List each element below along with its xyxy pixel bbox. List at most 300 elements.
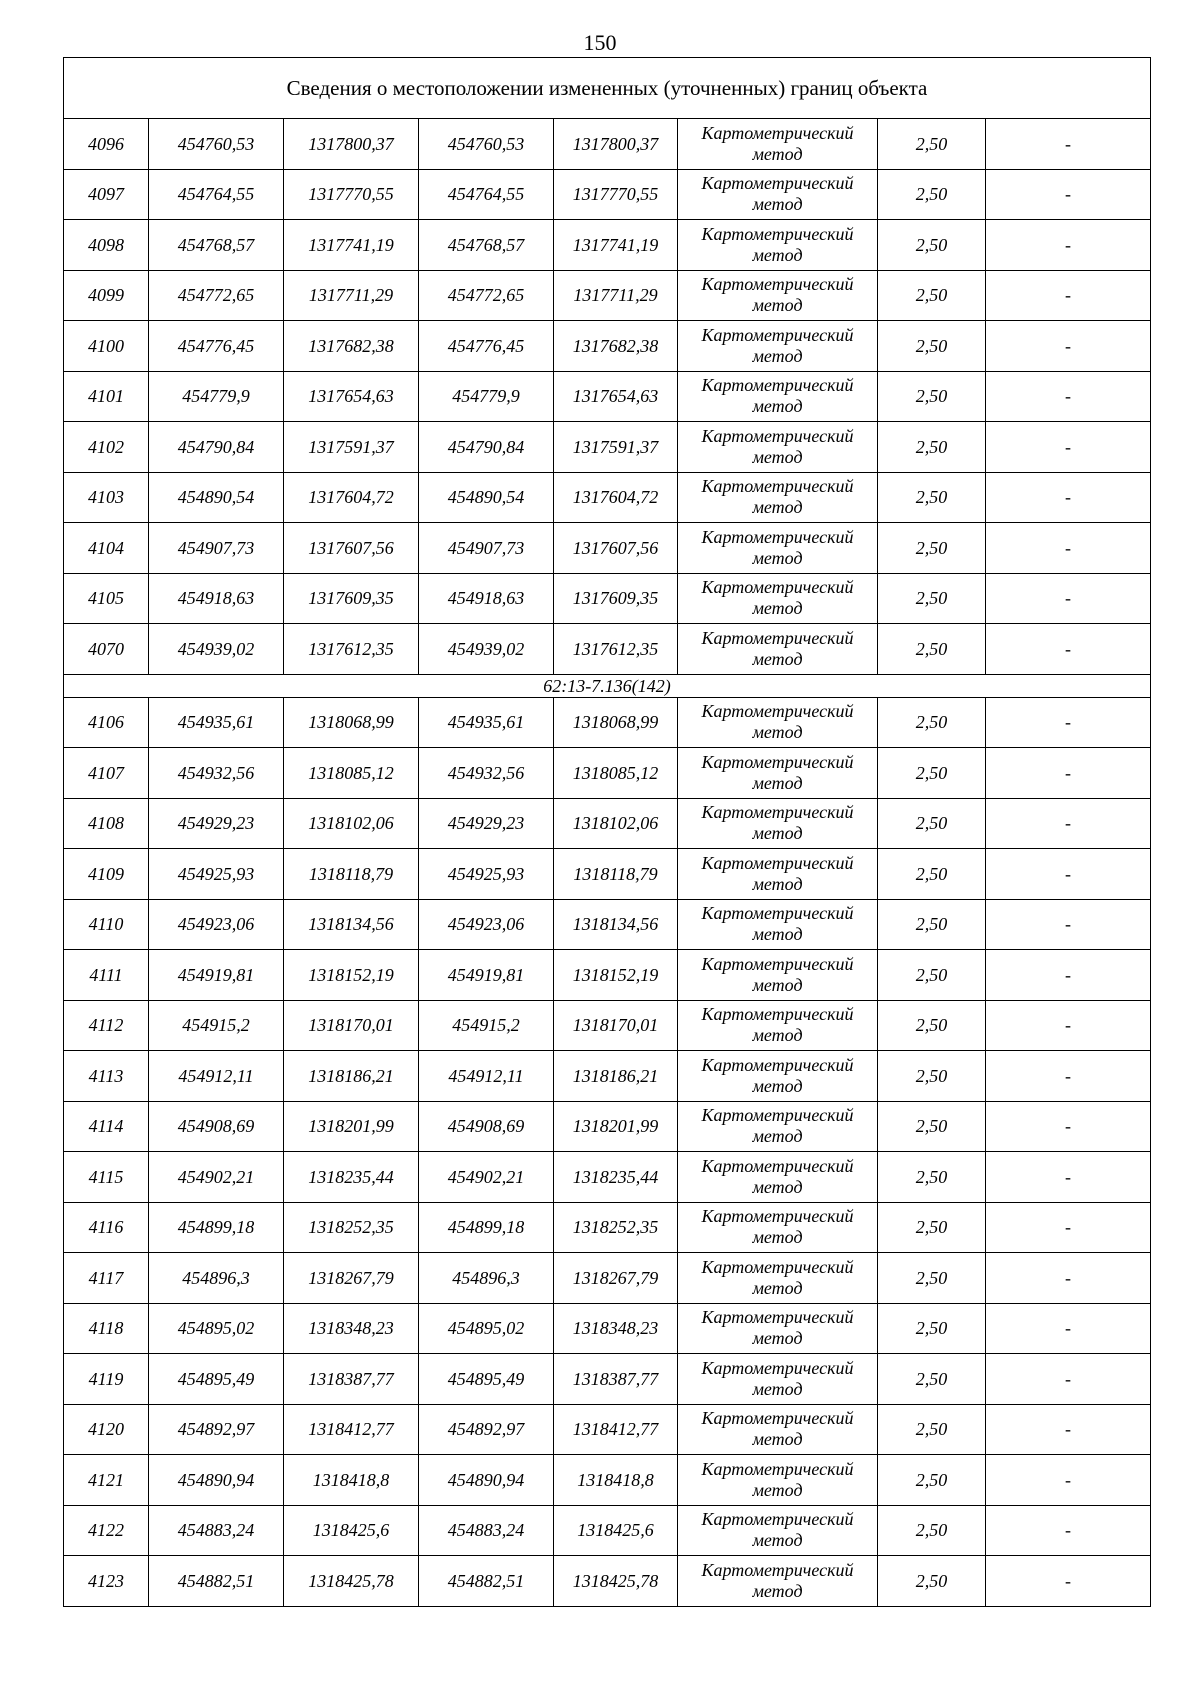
description-cell: -: [986, 1101, 1151, 1152]
point-number-cell: 4102: [64, 422, 149, 473]
point-number-cell: 4113: [64, 1051, 149, 1102]
accuracy-cell: 2,50: [878, 220, 986, 271]
method-word-line: метод: [752, 823, 803, 844]
point-number-cell: 4103: [64, 472, 149, 523]
method-word-line: метод: [752, 497, 803, 518]
existing-x-cell: 454790,84: [149, 422, 284, 473]
point-number-cell: 4114: [64, 1101, 149, 1152]
refined-x-cell: 454760,53: [419, 119, 554, 170]
existing-x-cell: 454902,21: [149, 1152, 284, 1203]
method-cell: [678, 1455, 878, 1506]
table-row: [64, 523, 1151, 574]
table-row: [64, 1101, 1151, 1152]
description-cell: -: [986, 950, 1151, 1001]
accuracy-cell: 2,50: [878, 1253, 986, 1304]
table-row: [64, 1051, 1151, 1102]
existing-x-cell: 454890,54: [149, 472, 284, 523]
existing-y-cell: 1317800,37: [284, 119, 419, 170]
method-name-line: Картометрический: [701, 324, 854, 345]
point-number-cell: 4120: [64, 1404, 149, 1455]
refined-x-cell: 454895,49: [419, 1354, 554, 1405]
accuracy-cell: 2,50: [878, 697, 986, 748]
point-number-cell: 4100: [64, 321, 149, 372]
existing-x-cell: 454890,94: [149, 1455, 284, 1506]
existing-y-cell: 1318387,77: [284, 1354, 419, 1405]
existing-x-cell: 454895,02: [149, 1303, 284, 1354]
method-cell: [678, 1354, 878, 1405]
refined-x-cell: 454923,06: [419, 899, 554, 950]
method-cell: [678, 1152, 878, 1203]
existing-y-cell: 1317612,35: [284, 624, 419, 675]
existing-x-cell: 454925,93: [149, 849, 284, 900]
point-number-cell: 4107: [64, 748, 149, 799]
point-number-cell: 4122: [64, 1505, 149, 1556]
table-row: [64, 697, 1151, 748]
existing-x-cell: 454883,24: [149, 1505, 284, 1556]
refined-x-cell: 454772,65: [419, 270, 554, 321]
point-number-cell: 4098: [64, 220, 149, 271]
accuracy-cell: 2,50: [878, 1202, 986, 1253]
refined-y-cell: 1317711,29: [554, 270, 678, 321]
point-number-cell: 4110: [64, 899, 149, 950]
accuracy-cell: 2,50: [878, 1000, 986, 1051]
refined-x-cell: 454907,73: [419, 523, 554, 574]
refined-x-cell: 454915,2: [419, 1000, 554, 1051]
accuracy-cell: 2,50: [878, 422, 986, 473]
method-word-line: метод: [752, 446, 803, 467]
method-name-line: Картометрический: [701, 1458, 854, 1479]
accuracy-cell: 2,50: [878, 1152, 986, 1203]
refined-y-cell: 1317604,72: [554, 472, 678, 523]
method-name-line: Картометрический: [701, 1559, 854, 1580]
refined-x-cell: 454790,84: [419, 422, 554, 473]
existing-y-cell: 1318235,44: [284, 1152, 419, 1203]
refined-x-cell: 454890,94: [419, 1455, 554, 1506]
description-cell: -: [986, 1000, 1151, 1051]
description-cell: -: [986, 697, 1151, 748]
table-row: [64, 1202, 1151, 1253]
point-number-cell: 4101: [64, 371, 149, 422]
table-row: [64, 169, 1151, 220]
table-row: [64, 899, 1151, 950]
table-row: [64, 1556, 1151, 1607]
description-cell: -: [986, 270, 1151, 321]
method-word-line: метод: [752, 1025, 803, 1046]
existing-y-cell: 1318170,01: [284, 1000, 419, 1051]
accuracy-cell: 2,50: [878, 573, 986, 624]
refined-x-cell: 454902,21: [419, 1152, 554, 1203]
method-cell: [678, 697, 878, 748]
point-number-cell: 4117: [64, 1253, 149, 1304]
refined-y-cell: 1318252,35: [554, 1202, 678, 1253]
existing-x-cell: 454919,81: [149, 950, 284, 1001]
refined-x-cell: 454932,56: [419, 748, 554, 799]
method-cell: [678, 624, 878, 675]
method-word-line: метод: [752, 1126, 803, 1147]
accuracy-cell: 2,50: [878, 270, 986, 321]
method-cell: [678, 1253, 878, 1304]
refined-y-cell: 1318235,44: [554, 1152, 678, 1203]
refined-y-cell: 1318118,79: [554, 849, 678, 900]
description-cell: -: [986, 220, 1151, 271]
description-cell: -: [986, 1152, 1151, 1203]
method-name-line: Картометрический: [701, 1004, 854, 1025]
method-name-line: Картометрический: [701, 903, 854, 924]
refined-x-cell: 454919,81: [419, 950, 554, 1001]
refined-x-cell: 454918,63: [419, 573, 554, 624]
existing-x-cell: 454907,73: [149, 523, 284, 574]
refined-y-cell: 1317682,38: [554, 321, 678, 372]
description-cell: -: [986, 573, 1151, 624]
existing-x-cell: 454935,61: [149, 697, 284, 748]
method-cell: [678, 1303, 878, 1354]
description-cell: -: [986, 472, 1151, 523]
existing-y-cell: 1317711,29: [284, 270, 419, 321]
point-number-cell: 4121: [64, 1455, 149, 1506]
existing-y-cell: 1317607,56: [284, 523, 419, 574]
refined-x-cell: 454912,11: [419, 1051, 554, 1102]
point-number-cell: 4106: [64, 697, 149, 748]
refined-y-cell: 1317741,19: [554, 220, 678, 271]
method-word-line: метод: [752, 1429, 803, 1450]
method-word-line: метод: [752, 1277, 803, 1298]
refined-y-cell: 1318152,19: [554, 950, 678, 1001]
refined-y-cell: 1318418,8: [554, 1455, 678, 1506]
refined-y-cell: 1318186,21: [554, 1051, 678, 1102]
method-name-line: Картометрический: [701, 1408, 854, 1429]
table-title: Сведения о местоположении измененных (уточненных) границ объекта: [64, 58, 1151, 119]
method-name-line: Картометрический: [701, 701, 854, 722]
method-name-line: Картометрический: [701, 852, 854, 873]
accuracy-cell: 2,50: [878, 119, 986, 170]
table-row: [64, 1404, 1151, 1455]
method-name-line: Картометрический: [701, 122, 854, 143]
table-row: [64, 472, 1151, 523]
description-cell: -: [986, 1303, 1151, 1354]
refined-y-cell: 1317654,63: [554, 371, 678, 422]
method-name-line: Картометрический: [701, 173, 854, 194]
method-name-line: Картометрический: [701, 1509, 854, 1530]
accuracy-cell: 2,50: [878, 1455, 986, 1506]
existing-y-cell: 1318068,99: [284, 697, 419, 748]
existing-x-cell: 454764,55: [149, 169, 284, 220]
table-body: [64, 58, 1151, 1607]
method-cell: [678, 849, 878, 900]
accuracy-cell: 2,50: [878, 748, 986, 799]
section-cadastral-number: 62:13-7.136(142): [64, 674, 1151, 697]
point-number-cell: 4111: [64, 950, 149, 1001]
table-row: [64, 1303, 1151, 1354]
point-number-cell: 4109: [64, 849, 149, 900]
accuracy-cell: 2,50: [878, 1556, 986, 1607]
table-row: [64, 1000, 1151, 1051]
method-name-line: Картометрический: [701, 802, 854, 823]
refined-x-cell: 454896,3: [419, 1253, 554, 1304]
description-cell: -: [986, 1253, 1151, 1304]
method-cell: [678, 220, 878, 271]
refined-y-cell: 1317607,56: [554, 523, 678, 574]
point-number-cell: 4108: [64, 798, 149, 849]
method-word-line: метод: [752, 598, 803, 619]
method-name-line: Картометрический: [701, 425, 854, 446]
existing-y-cell: 1318201,99: [284, 1101, 419, 1152]
existing-x-cell: 454882,51: [149, 1556, 284, 1607]
refined-x-cell: 454776,45: [419, 321, 554, 372]
method-cell: [678, 1505, 878, 1556]
method-word-line: метод: [752, 547, 803, 568]
method-name-line: Картометрический: [701, 223, 854, 244]
method-cell: [678, 321, 878, 372]
table-row: [64, 748, 1151, 799]
accuracy-cell: 2,50: [878, 849, 986, 900]
refined-y-cell: 1317800,37: [554, 119, 678, 170]
existing-x-cell: 454912,11: [149, 1051, 284, 1102]
point-number-cell: 4105: [64, 573, 149, 624]
description-cell: -: [986, 624, 1151, 675]
description-cell: -: [986, 321, 1151, 372]
method-word-line: метод: [752, 143, 803, 164]
table-row: [64, 119, 1151, 170]
refined-y-cell: 1318425,6: [554, 1505, 678, 1556]
existing-x-cell: 454923,06: [149, 899, 284, 950]
existing-y-cell: 1318418,8: [284, 1455, 419, 1506]
refined-x-cell: 454882,51: [419, 1556, 554, 1607]
refined-y-cell: 1318134,56: [554, 899, 678, 950]
point-number-cell: 4115: [64, 1152, 149, 1203]
description-cell: -: [986, 1505, 1151, 1556]
point-number-cell: 4104: [64, 523, 149, 574]
method-cell: [678, 899, 878, 950]
existing-x-cell: 454899,18: [149, 1202, 284, 1253]
existing-y-cell: 1318134,56: [284, 899, 419, 950]
description-cell: -: [986, 1556, 1151, 1607]
existing-y-cell: 1317591,37: [284, 422, 419, 473]
existing-y-cell: 1318085,12: [284, 748, 419, 799]
table-row: [64, 321, 1151, 372]
accuracy-cell: 2,50: [878, 169, 986, 220]
method-word-line: метод: [752, 648, 803, 669]
existing-y-cell: 1318412,77: [284, 1404, 419, 1455]
refined-y-cell: 1317609,35: [554, 573, 678, 624]
point-number-cell: 4112: [64, 1000, 149, 1051]
description-cell: -: [986, 1051, 1151, 1102]
method-name-line: Картометрический: [701, 953, 854, 974]
refined-y-cell: 1318267,79: [554, 1253, 678, 1304]
point-number-cell: 4099: [64, 270, 149, 321]
method-word-line: метод: [752, 1530, 803, 1551]
accuracy-cell: 2,50: [878, 371, 986, 422]
method-cell: [678, 1556, 878, 1607]
point-number-cell: 4123: [64, 1556, 149, 1607]
existing-y-cell: 1318425,6: [284, 1505, 419, 1556]
refined-x-cell: 454764,55: [419, 169, 554, 220]
accuracy-cell: 2,50: [878, 523, 986, 574]
method-word-line: метод: [752, 295, 803, 316]
table-row: [64, 220, 1151, 271]
method-cell: [678, 1101, 878, 1152]
accuracy-cell: 2,50: [878, 321, 986, 372]
method-cell: [678, 798, 878, 849]
method-word-line: метод: [752, 396, 803, 417]
method-word-line: метод: [752, 194, 803, 215]
existing-x-cell: 454918,63: [149, 573, 284, 624]
method-word-line: метод: [752, 1328, 803, 1349]
refined-y-cell: 1318412,77: [554, 1404, 678, 1455]
method-cell: [678, 169, 878, 220]
method-name-line: Картометрический: [701, 751, 854, 772]
method-word-line: метод: [752, 1227, 803, 1248]
refined-x-cell: 454895,02: [419, 1303, 554, 1354]
existing-x-cell: 454932,56: [149, 748, 284, 799]
accuracy-cell: 2,50: [878, 1354, 986, 1405]
method-cell: [678, 950, 878, 1001]
refined-x-cell: 454892,97: [419, 1404, 554, 1455]
accuracy-cell: 2,50: [878, 899, 986, 950]
method-name-line: Картометрический: [701, 1307, 854, 1328]
refined-x-cell: 454890,54: [419, 472, 554, 523]
method-cell: [678, 1051, 878, 1102]
point-number-cell: 4118: [64, 1303, 149, 1354]
section-header-row: [64, 674, 1151, 697]
method-name-line: Картометрический: [701, 1105, 854, 1126]
existing-x-cell: 454895,49: [149, 1354, 284, 1405]
refined-y-cell: 1317591,37: [554, 422, 678, 473]
refined-x-cell: 454779,9: [419, 371, 554, 422]
existing-y-cell: 1318267,79: [284, 1253, 419, 1304]
refined-y-cell: 1317612,35: [554, 624, 678, 675]
method-word-line: метод: [752, 873, 803, 894]
description-cell: -: [986, 1202, 1151, 1253]
existing-x-cell: 454768,57: [149, 220, 284, 271]
accuracy-cell: 2,50: [878, 1303, 986, 1354]
table-row: [64, 1152, 1151, 1203]
table-row: [64, 798, 1151, 849]
method-cell: [678, 1202, 878, 1253]
refined-x-cell: 454883,24: [419, 1505, 554, 1556]
existing-y-cell: 1317682,38: [284, 321, 419, 372]
accuracy-cell: 2,50: [878, 1051, 986, 1102]
method-word-line: метод: [752, 1479, 803, 1500]
method-name-line: Картометрический: [701, 1357, 854, 1378]
method-cell: [678, 1404, 878, 1455]
refined-x-cell: 454908,69: [419, 1101, 554, 1152]
method-name-line: Картометрический: [701, 1256, 854, 1277]
refined-x-cell: 454925,93: [419, 849, 554, 900]
method-cell: [678, 119, 878, 170]
existing-y-cell: 1317654,63: [284, 371, 419, 422]
existing-y-cell: 1317770,55: [284, 169, 419, 220]
accuracy-cell: 2,50: [878, 1404, 986, 1455]
refined-x-cell: 454768,57: [419, 220, 554, 271]
description-cell: -: [986, 748, 1151, 799]
boundary-coordinates-table: [63, 57, 1151, 1607]
existing-y-cell: 1318152,19: [284, 950, 419, 1001]
existing-y-cell: 1317741,19: [284, 220, 419, 271]
table-title-row: [64, 58, 1151, 119]
description-cell: -: [986, 169, 1151, 220]
existing-x-cell: 454915,2: [149, 1000, 284, 1051]
existing-x-cell: 454772,65: [149, 270, 284, 321]
table-row: [64, 270, 1151, 321]
existing-x-cell: 454779,9: [149, 371, 284, 422]
existing-x-cell: 454896,3: [149, 1253, 284, 1304]
description-cell: -: [986, 849, 1151, 900]
table-row: [64, 422, 1151, 473]
refined-x-cell: 454899,18: [419, 1202, 554, 1253]
refined-y-cell: 1318068,99: [554, 697, 678, 748]
accuracy-cell: 2,50: [878, 624, 986, 675]
description-cell: -: [986, 523, 1151, 574]
existing-x-cell: 454939,02: [149, 624, 284, 675]
refined-y-cell: 1318387,77: [554, 1354, 678, 1405]
refined-y-cell: 1318201,99: [554, 1101, 678, 1152]
existing-y-cell: 1318102,06: [284, 798, 419, 849]
refined-y-cell: 1318085,12: [554, 748, 678, 799]
refined-y-cell: 1318102,06: [554, 798, 678, 849]
method-word-line: метод: [752, 722, 803, 743]
method-cell: [678, 523, 878, 574]
description-cell: -: [986, 119, 1151, 170]
description-cell: -: [986, 371, 1151, 422]
method-word-line: метод: [752, 1378, 803, 1399]
method-word-line: метод: [752, 924, 803, 945]
existing-y-cell: 1318252,35: [284, 1202, 419, 1253]
method-name-line: Картометрический: [701, 375, 854, 396]
existing-x-cell: 454908,69: [149, 1101, 284, 1152]
method-name-line: Картометрический: [701, 274, 854, 295]
refined-x-cell: 454929,23: [419, 798, 554, 849]
point-number-cell: 4096: [64, 119, 149, 170]
description-cell: -: [986, 798, 1151, 849]
method-word-line: метод: [752, 772, 803, 793]
method-name-line: Картометрический: [701, 627, 854, 648]
existing-x-cell: 454892,97: [149, 1404, 284, 1455]
table-row: [64, 573, 1151, 624]
table-row: [64, 624, 1151, 675]
method-name-line: Картометрический: [701, 1155, 854, 1176]
point-number-cell: 4097: [64, 169, 149, 220]
accuracy-cell: 2,50: [878, 798, 986, 849]
method-name-line: Картометрический: [701, 577, 854, 598]
table-row: [64, 1455, 1151, 1506]
method-word-line: метод: [752, 1580, 803, 1601]
existing-x-cell: 454760,53: [149, 119, 284, 170]
method-cell: [678, 422, 878, 473]
point-number-cell: 4070: [64, 624, 149, 675]
existing-y-cell: 1317604,72: [284, 472, 419, 523]
method-name-line: Картометрический: [701, 526, 854, 547]
point-number-cell: 4119: [64, 1354, 149, 1405]
description-cell: -: [986, 1455, 1151, 1506]
method-cell: [678, 371, 878, 422]
description-cell: -: [986, 1404, 1151, 1455]
description-cell: -: [986, 422, 1151, 473]
existing-x-cell: 454776,45: [149, 321, 284, 372]
point-number-cell: 4116: [64, 1202, 149, 1253]
table-row: [64, 849, 1151, 900]
table-row: [64, 1354, 1151, 1405]
method-word-line: метод: [752, 1075, 803, 1096]
accuracy-cell: 2,50: [878, 950, 986, 1001]
existing-y-cell: 1318186,21: [284, 1051, 419, 1102]
existing-x-cell: 454929,23: [149, 798, 284, 849]
table-row: [64, 1505, 1151, 1556]
method-cell: [678, 1000, 878, 1051]
method-cell: [678, 573, 878, 624]
description-cell: -: [986, 899, 1151, 950]
refined-x-cell: 454935,61: [419, 697, 554, 748]
method-name-line: Картометрический: [701, 1206, 854, 1227]
